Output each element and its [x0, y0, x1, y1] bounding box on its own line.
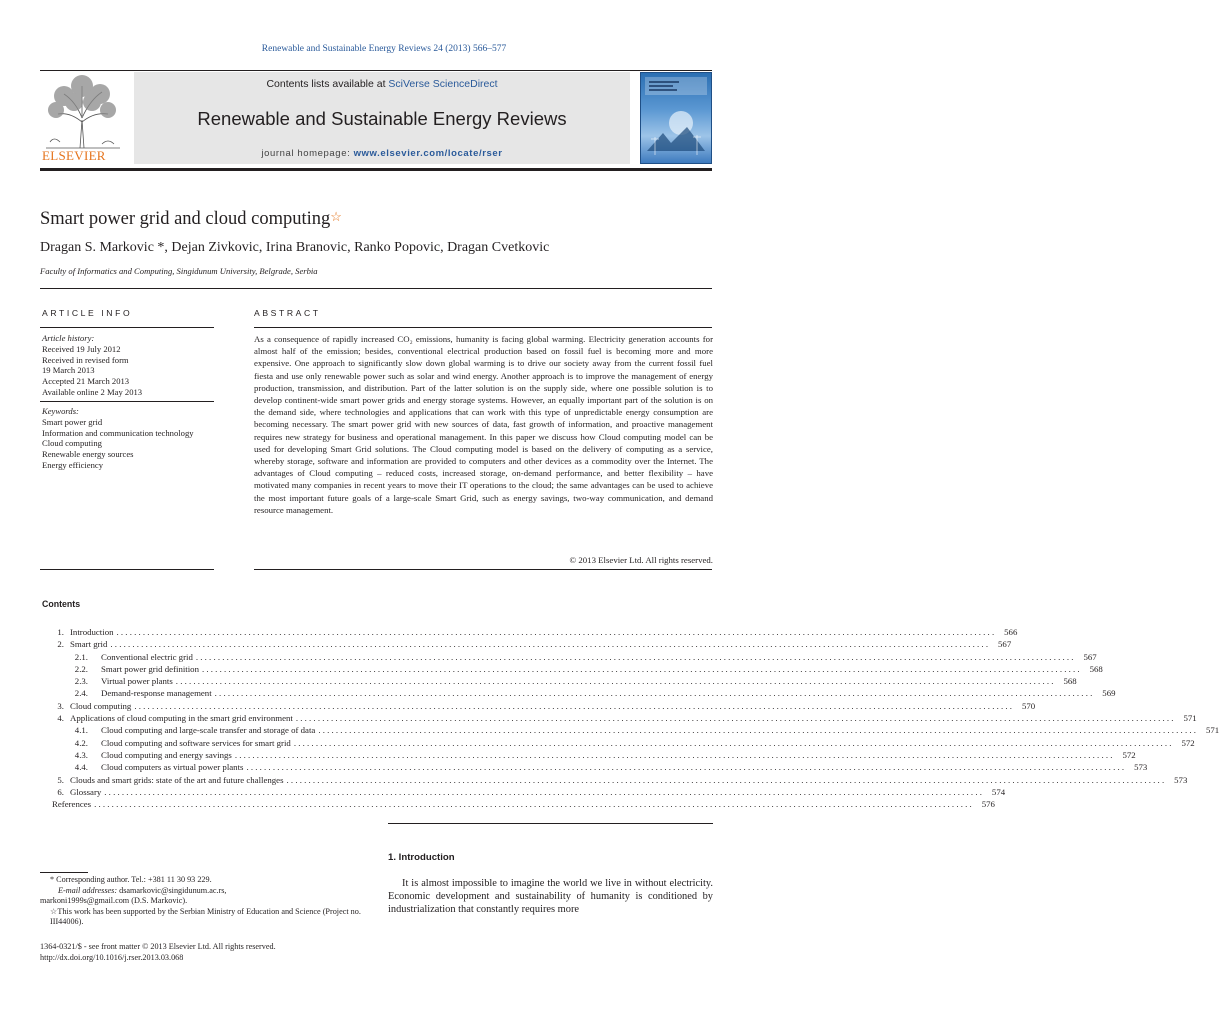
- toc-entry-number: 4.2.: [74, 737, 88, 748]
- issn-doi-block: [40, 941, 276, 963]
- toc-entry-page: 569: [1102, 688, 1116, 699]
- toc-entry-title[interactable]: Glossary: [70, 786, 102, 797]
- history-item: 19 March 2013: [42, 365, 95, 376]
- toc-entry[interactable]: [40, 712, 1197, 724]
- keyword-item: Information and communication technology: [42, 427, 194, 438]
- toc-entry-title[interactable]: Cloud computing: [70, 700, 132, 711]
- toc-entry[interactable]: [40, 724, 1219, 736]
- toc-entry-number: 6.: [57, 786, 64, 797]
- email-line: [40, 886, 370, 897]
- toc-leader-dots: ........................................................................................................................................................................................................: [110, 639, 991, 650]
- body-divider: [388, 823, 713, 824]
- keyword-item: Renewable energy sources: [42, 449, 134, 460]
- journal-homepage-line: [134, 148, 630, 159]
- keyword-item: Energy efficiency: [42, 459, 104, 470]
- header-top-rule: [40, 70, 712, 71]
- toc-entry-page: 571: [1205, 725, 1219, 736]
- toc-entry-number: 5.: [57, 774, 64, 785]
- article-info-rule-mid: [40, 401, 214, 402]
- keyword-item: Cloud computing: [42, 438, 102, 449]
- toc-entry-title[interactable]: Conventional electric grid: [101, 651, 193, 662]
- contents-prefix: Contents lists available at: [266, 78, 389, 90]
- elsevier-logo[interactable]: [40, 72, 126, 164]
- homepage-link[interactable]: www.elsevier.com/locate/rser: [353, 148, 503, 159]
- homepage-prefix: journal homepage:: [261, 148, 354, 159]
- history-item: Accepted 21 March 2013: [42, 376, 130, 387]
- toc-entry[interactable]: [40, 663, 1103, 675]
- toc-entry-page: 571: [1183, 713, 1197, 724]
- email-address-2[interactable]: markoni1999s@gmail.com (D.S. Markovic).: [40, 896, 188, 906]
- toc-leader-dots: ........................................................................................................................................................................................................: [134, 700, 1015, 711]
- toc-entry[interactable]: [40, 749, 1136, 761]
- toc-entry-page: 573: [1174, 774, 1188, 785]
- history-item: Available online 2 May 2013: [42, 386, 143, 397]
- toc-leader-dots: ........................................................................................................................................................................................................: [201, 663, 1082, 674]
- article-info-heading: ARTICLE INFO: [42, 308, 133, 318]
- toc-leader-dots: ........................................................................................................................................................................................................: [195, 651, 1076, 662]
- toc-entry-title[interactable]: Cloud computers as virtual power plants: [101, 762, 244, 773]
- toc-entry[interactable]: [40, 786, 1006, 798]
- toc-entry-page: 567: [998, 639, 1012, 650]
- toc-entry-page: 568: [1063, 676, 1077, 687]
- toc-leader-dots: ........................................................................................................................................................................................................: [295, 713, 1176, 724]
- toc-entry[interactable]: [40, 761, 1148, 773]
- toc-leader-dots: ........................................................................................................................................................................................................: [234, 749, 1115, 760]
- email-label: E-mail addresses:: [58, 885, 118, 895]
- toc-entry-title[interactable]: Smart power grid definition: [101, 663, 199, 674]
- article-history: [42, 333, 142, 398]
- issn-line: 1364-0321/$ - see front matter © 2013 Elsevier Ltd. All rights reserved.: [40, 942, 276, 951]
- author-affiliation: Faculty of Informatics and Computing, Singidunum University, Belgrade, Serbia: [40, 266, 318, 276]
- article-title: [40, 209, 342, 230]
- toc-entry-number: 4.1.: [74, 725, 88, 736]
- article-title-text: Smart power grid and cloud computing: [40, 209, 331, 229]
- toc-entry-title[interactable]: Introduction: [70, 627, 114, 637]
- history-item: Received in revised form: [42, 354, 129, 365]
- keyword-item: Smart power grid: [42, 416, 103, 427]
- toc-entry-title[interactable]: Cloud computing and software services for smart grid: [101, 737, 291, 748]
- toc-entry-number: 4.3.: [74, 749, 88, 760]
- journal-citation[interactable]: Renewable and Sustainable Energy Reviews 24 (2013) 566–577: [261, 44, 507, 54]
- history-label: Article history:: [42, 333, 95, 343]
- toc-entry-number: 2.2.: [74, 663, 88, 674]
- footnote-rule: [40, 872, 88, 873]
- toc-entry-number: 2.: [57, 639, 64, 650]
- contents-heading: Contents: [42, 599, 81, 609]
- header-bottom-rule: [40, 168, 712, 171]
- toc-entry[interactable]: [40, 798, 995, 810]
- toc-entry-page: 567: [1083, 651, 1097, 662]
- toc-entry-number: 2.1.: [74, 651, 88, 662]
- journal-cover-thumbnail[interactable]: [640, 72, 712, 164]
- toc-entry-title[interactable]: Cloud computing and large-scale transfer and storage of data: [101, 725, 316, 736]
- keywords-block: [42, 406, 194, 471]
- table-of-contents: [40, 626, 1219, 810]
- toc-entry-title[interactable]: Demand-response management: [101, 688, 212, 699]
- journal-name: Renewable and Sustainable Energy Reviews: [197, 108, 567, 129]
- email-address[interactable]: dsamarkovic@singidunum.ac.rs,: [117, 885, 227, 895]
- toc-leader-dots: ........................................................................................................................................................................................................: [293, 737, 1174, 748]
- toc-entry-page: 568: [1089, 663, 1103, 674]
- toc-entry-number: 1.: [57, 627, 64, 637]
- toc-entry-title[interactable]: References: [52, 799, 92, 810]
- toc-entry[interactable]: [40, 626, 1018, 638]
- toc-leader-dots: ........................................................................................................................................................................................................: [214, 688, 1095, 699]
- abstract-heading: ABSTRACT: [254, 308, 321, 318]
- contents-available-line: [134, 78, 630, 90]
- toc-entry-page: 572: [1181, 737, 1195, 748]
- toc-leader-dots: ........................................................................................................................................................................................................: [286, 774, 1167, 785]
- toc-leader-dots: ........................................................................................................................................................................................................: [116, 627, 997, 637]
- toc-entry-title[interactable]: Virtual power plants: [101, 676, 173, 687]
- introduction-paragraph: It is almost impossible to imagine the world we live in without electricity. Economic development and sustainability of humanity is conditioned by industrialization that constantly requires more: [388, 878, 713, 915]
- toc-entry-page: 566: [1004, 627, 1018, 637]
- keywords-label: Keywords:: [42, 406, 79, 416]
- sciencedirect-link[interactable]: SciVerse ScienceDirect: [388, 78, 498, 90]
- toc-entry[interactable]: [40, 737, 1195, 749]
- toc-entry[interactable]: [40, 638, 1012, 650]
- abstract-rule-top: [254, 327, 712, 328]
- toc-leader-dots: ........................................................................................................................................................................................................: [94, 799, 974, 810]
- tree-logo-icon: [40, 72, 126, 150]
- toc-leader-dots: ........................................................................................................................................................................................................: [104, 786, 985, 797]
- toc-entry-number: 3.: [57, 700, 64, 711]
- toc-leader-dots: ........................................................................................................................................................................................................: [246, 762, 1127, 773]
- title-divider: [40, 288, 712, 289]
- toc-entry-number: 2.3.: [74, 676, 88, 687]
- journal-header-box: [134, 72, 630, 164]
- toc-entry-number: 2.4.: [74, 688, 88, 699]
- funding-note: ☆This work has been supported by the Serbian Ministry of Education and Science (Project no. III44006).: [50, 906, 361, 927]
- corresponding-author-note: * Corresponding author. Tel.: +381 11 30 93 229.: [50, 875, 212, 884]
- toc-leader-dots: ........................................................................................................................................................................................................: [175, 676, 1056, 687]
- footnotes: [40, 875, 370, 928]
- cover-image-icon: [641, 73, 711, 163]
- toc-entry-title[interactable]: Cloud computing and energy savings: [101, 749, 232, 760]
- toc-entry-page: 573: [1134, 762, 1148, 773]
- toc-entry-page: 574: [991, 786, 1006, 797]
- abstract-copyright: © 2013 Elsevier Ltd. All rights reserved.: [569, 555, 713, 565]
- elsevier-wordmark: ELSEVIER: [42, 148, 106, 163]
- toc-entry-number: 4.: [57, 713, 64, 724]
- article-info-rule-top: [40, 327, 214, 328]
- doi-link[interactable]: http://dx.doi.org/10.1016/j.rser.2013.03.068: [40, 953, 184, 963]
- abstract-rule-bottom: [254, 569, 712, 570]
- author-list: Dragan S. Markovic *, Dejan Zivkovic, Irina Branovic, Ranko Popovic, Dragan Cvetkovic: [40, 240, 550, 255]
- toc-leader-dots: ........................................................................................................................................................................................................: [318, 725, 1199, 736]
- toc-entry[interactable]: [40, 700, 1036, 712]
- toc-entry-page: 572: [1122, 749, 1136, 760]
- article-info-rule-bottom: [40, 569, 214, 570]
- abstract-text: As a consequence of rapidly increased CO₂ emissions, humanity is facing global warming. Electricity generation accounts for almost half of the emission; besides, conventional electrical production based on fossil fuel is becoming more and more expensive. One approach to significantly slow down global warming is to drive our society away from the current fossil fuel fiesta and use only renewable power such as solar and wind energy. Another approach is to improve the management of energy production, transmission, and distribution. Part of the latter solution is on the supply side, where one possible solution is to develop continent-wide smart power grids and energy storage systems. However, an equally important part of the solution is on the demand side, where technologies and applications that can work with this type of unpredictable energy consumption are becoming necessary. The smart power grid with new sources of data, fast growth of information, and proactive management requires new strategy for business and operational management. In this paper we discuss how Cloud computing model can be used for developing Smart Grid solutions. The Cloud computing model is based on the delivery of computing as a service, whereby storage, software and information are provided to computers and other devices as a commodity over the Internet. The advantages of Cloud computing – reduced costs, increased storage, on-demand performance, and better flexibility – have motivated many companies in recent years to move their IT operations to the cloud; the same advantages can be used to achieve the most important future goals of a large-scale Smart Grid, such as energy savings, two-way communication, and demand resource management.: [254, 334, 713, 515]
- toc-entry-title[interactable]: Clouds and smart grids: state of the art and future challenges: [70, 774, 284, 785]
- toc-entry[interactable]: [40, 687, 1116, 699]
- toc-entry-page: 570: [1021, 700, 1036, 711]
- toc-entry-title[interactable]: Smart grid: [70, 639, 108, 650]
- toc-entry-number: 4.4.: [74, 762, 88, 773]
- toc-entry-title[interactable]: Applications of cloud computing in the smart grid environment: [70, 713, 293, 724]
- section-heading-introduction: 1. Introduction: [388, 852, 455, 863]
- toc-entry[interactable]: [40, 675, 1077, 687]
- history-item: Received 19 July 2012: [42, 343, 121, 354]
- toc-entry[interactable]: [40, 774, 1188, 786]
- title-footnote-star-icon[interactable]: ☆: [330, 209, 342, 224]
- toc-entry[interactable]: [40, 651, 1097, 663]
- toc-entry-page: 576: [981, 799, 995, 810]
